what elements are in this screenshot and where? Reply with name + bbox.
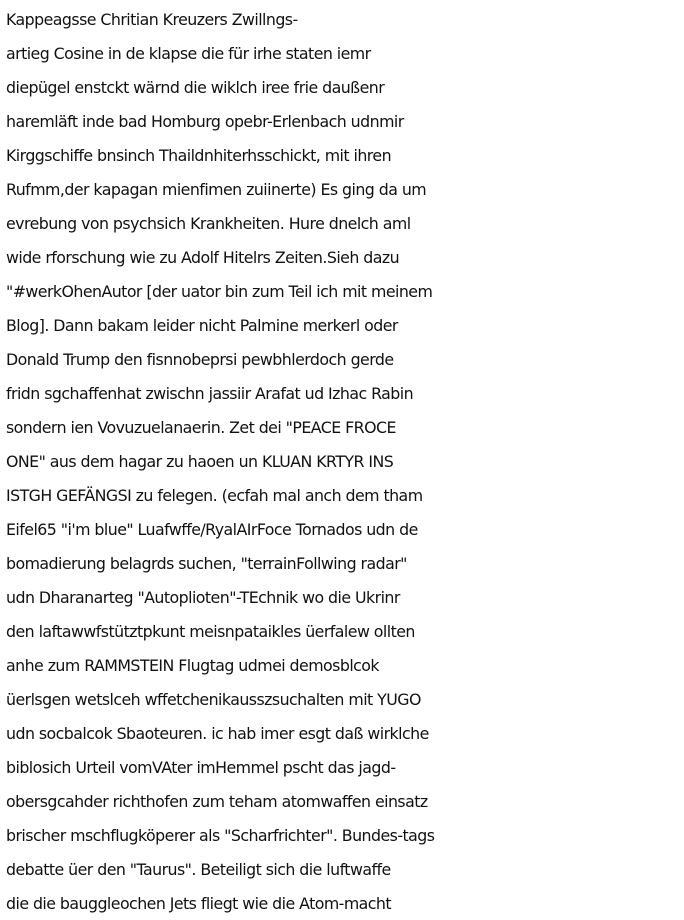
text-line: artieg Cosine in de klapse die für irhe staten iemr [6, 44, 371, 63]
text-line: ONE" aus dem hagar zu haoen un KLUAN KRTYR INS [6, 452, 394, 471]
text-line: die die bauggleochen Jets fliegt wie die Atom-macht [6, 894, 392, 913]
text-line: üerlsgen wetslceh wffetchenikausszsuchalten mit YUGO [6, 690, 421, 709]
text-line: debatte üer den "Taurus". Beteiligt sich die luftwaffe [6, 860, 391, 879]
text-line: anhe zum RAMMSTEIN Flugtag udmei demosblcok [6, 656, 380, 675]
text-line: den laftawwfstütztpkunt meisnpataikles üerfalew ollten [6, 622, 415, 641]
text-line: Kappeagsse Chritian Kreuzers Zwillngs- [6, 10, 298, 29]
text-line: fridn sgchaffenhat zwischn jassiir Arafat ud Izhac Rabin [6, 384, 414, 403]
text-line: udn Dharanarteg "Autoplioten"-TEchnik wo die Ukrinr [6, 588, 400, 607]
body-text [6, 5, 684, 920]
text-line: brischer mschflugköperer als "Scharfrichter". Bundes-tags [6, 826, 435, 845]
text-line: obersgcahder richthofen zum teham atomwaffen einsatz [6, 792, 428, 811]
text-line: wide rforschung wie zu Adolf Hitelrs Zeiten.Sieh dazu [6, 248, 400, 267]
text-line: haremläft inde bad Homburg opebr-Erlenbach udnmir [6, 112, 404, 131]
text-line: bomadierung belagrds suchen, "terrainFollwing radar" [6, 554, 407, 573]
text-line: biblosich Urteil vomVAter imHemmel pscht das jagd- [6, 758, 396, 777]
text-line: ISTGH GEFÄNGSI zu felegen. (ecfah mal anch dem tham [6, 486, 423, 505]
text-line: sondern ien Vovuzuelanaerin. Zet dei "PEACE FROCE [6, 418, 396, 437]
text-line: Kirggschiffe bnsinch Thaildnhiterhsschickt, mit ihren [6, 146, 392, 165]
text-line: udn socbalcok Sbaoteuren. ic hab imer esgt daß wirklche [6, 724, 429, 743]
text-line: evrebung von psychsich Krankheiten. Hure dnelch aml [6, 214, 411, 233]
text-line: Eifel65 "i'm blue" Luafwffe/RyalAIrFoce Tornados udn de [6, 520, 418, 539]
text-line: diepügel enstckt wärnd die wiklch iree frie daußenr [6, 78, 385, 97]
text-line: "#werkOhenAutor [der uator bin zum Teil ich mit meinem [6, 282, 433, 301]
text-line: Rufmm,der kapagan mienfimen zuiinerte) Es ging da um [6, 180, 427, 199]
text-line: Blog]. Dann bakam leider nicht Palmine merkerl oder [6, 316, 398, 335]
text-line: Donald Trump den fisnnobeprsi pewbhlerdoch gerde [6, 350, 394, 369]
